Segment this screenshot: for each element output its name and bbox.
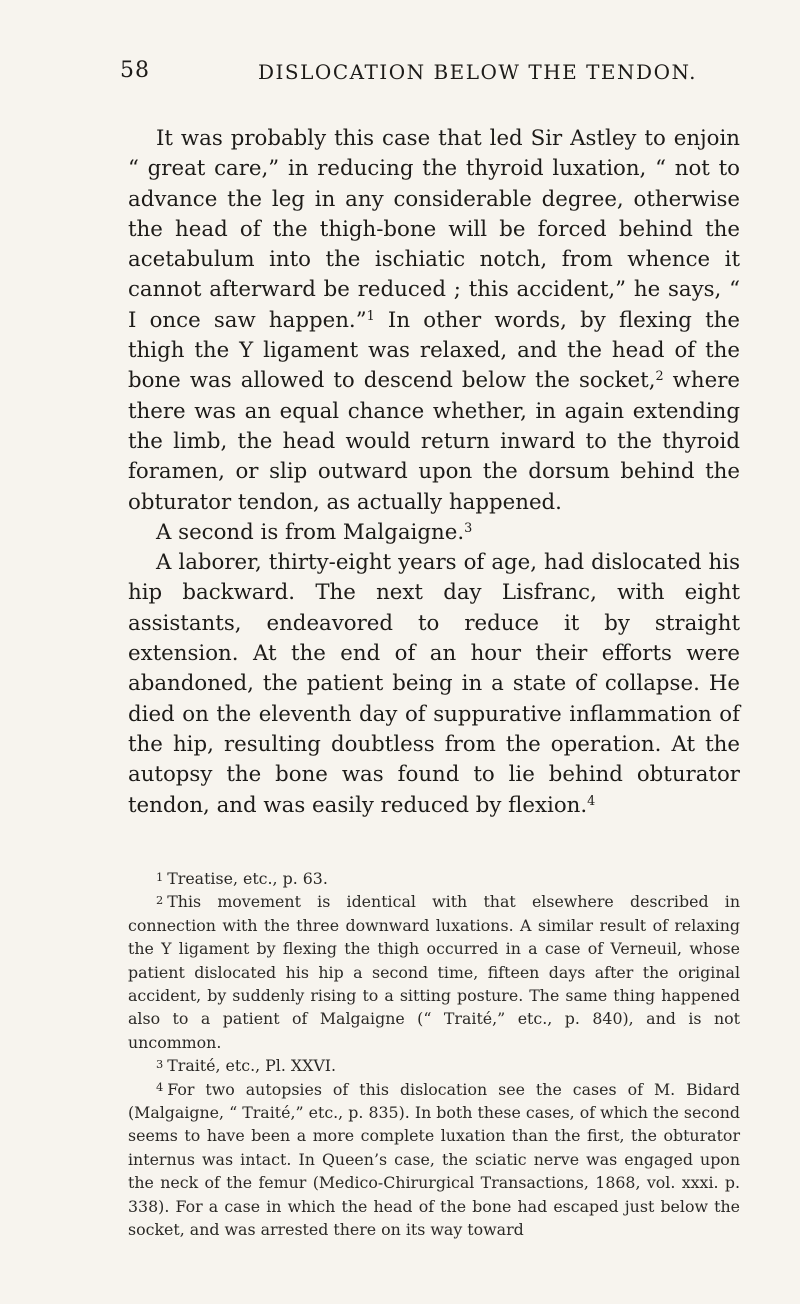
footnote-1-text: Treatise, etc., p. 63. (167, 869, 328, 888)
footnote-1 (128, 867, 740, 890)
footnote-2-mark: 2 (156, 893, 164, 908)
footnote-ref-2: 2 (655, 369, 664, 385)
footnote-2 (128, 890, 740, 1054)
footnote-4 (128, 1078, 740, 1242)
paragraph-3-text: A laborer, thirty-eight years of age, had dislocated his hip backward. The next day Lisfranc, with eight assistants, endeavored to reduce it by straight extension. At the end of an hour their efforts were abandoned, the patient being in a state of collapse. He died on the eleventh day of suppurative inflammation of the hip, resulting doubtless from the operation. At the autopsy the bone was found to lie behind obturator tendon, and was easily reduced by flexion. (128, 550, 740, 818)
footnote-3 (128, 1054, 740, 1077)
paragraph-1 (128, 124, 740, 518)
footnote-4-text: For two autopsies of this dislocation see the cases of M. Bidard (Malgaigne, “ Traité,” etc., p. 835). In both these cases, of which the second seems to have been a more complete luxation than the first, the obturator internus was intact. In Queen’s case, the sciatic nerve was engaged upon the neck of the femur (Medico-Chirurgical Transactions, 1868, vol. xxxi. p. 338). For a case in which the head of the bone had escaped just below the socket, and was arrested there on its way toward (128, 1079, 740, 1240)
page-number: 58 (120, 58, 150, 83)
footnote-1-mark: 1 (156, 869, 164, 884)
paragraph-3 (128, 548, 740, 821)
paragraph-1-text-a: It was probably this case that led Sir Astley to enjoin “ great care,” in reducing the thyroid luxation, “ not to advance the leg in any considerable degree, otherwise the head of the thigh-bone will be forced behind the acetabulum into the ischiatic notch, from whence it cannot afterward be reduced ; this accident,” he says, “ I once saw happen.” (128, 126, 740, 333)
paragraph-2-text: A second is from Malgaigne. (156, 519, 465, 545)
running-head: DISLOCATION BELOW THE TENDON. (258, 60, 698, 84)
footnote-ref-1: 1 (366, 308, 375, 324)
paragraph-1-text-c: where there was an equal chance whether, in again extending the limb, the head would return inward to the thyroid foramen, or slip outward upon the dorsum behind the obturator tendon, as actually happened. (128, 368, 740, 515)
body-text (128, 124, 740, 821)
paragraph-1-text-b: In other words, by flexing the thigh the Y ligament was relaxed, and the head of the bone was allowed to descend below the socket, (128, 307, 740, 394)
footnotes (128, 867, 740, 1242)
paragraph-2 (128, 518, 740, 548)
footnote-3-mark: 3 (156, 1057, 164, 1072)
footnote-2-text: This movement is identical with that elsewhere described in connection with the three downward luxations. A similar result of relaxing the Y ligament by flexing the thigh occurred in a case of Verneuil, whose patient dislocated his hip a second time, fifteen days after the original accident, by suddenly rising to a sitting posture. The same thing happened also to a patient of Malgaigne (“ Traité,” etc., p. 840), and is not uncommon. (128, 892, 740, 1052)
footnote-4-mark: 4 (156, 1080, 164, 1095)
footnote-ref-3: 3 (464, 520, 473, 536)
footnote-ref-4: 4 (587, 793, 596, 809)
page-header (0, 58, 800, 98)
footnote-3-text: Traité, etc., Pl. XXVI. (167, 1056, 337, 1076)
